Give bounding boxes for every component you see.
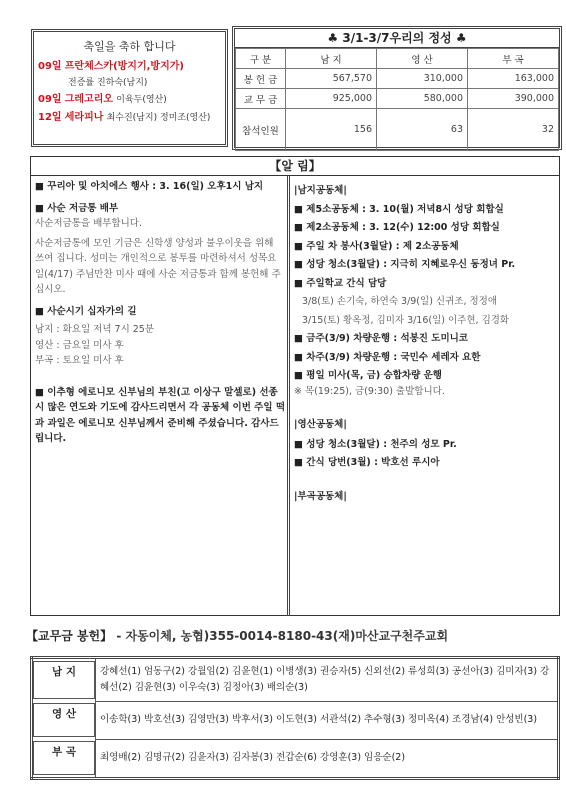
notice-item: ■ 간식 당번(3월) : 박호선 루시아 (294, 457, 440, 468)
feast-day-saint: 프란체스카(방지기,방지가) (64, 61, 184, 72)
tithe-account (26, 627, 566, 644)
feast-day-saint: 세라피나 (64, 112, 104, 123)
donor-group: 남 지 (33, 661, 95, 699)
offering-title: ♣ 3/1-3/7우리의 정성 ♣ (235, 29, 559, 48)
offering-value: 567,570 (286, 69, 377, 89)
offering-row-label: 봉 헌 금 (236, 69, 286, 89)
notice-item: ■ 이추형 에로니모 신부님의 부친(고 이상구 말셀로) 선종시 많은 연도와 기도에 감사드리면서 각 공동체 이번 주일 떡과 과일은 에로니모 신부님께서 준비해 주셨습니다. 감사드립니다. (35, 386, 286, 444)
notice-item: ■ 제2소공동체 : 3. 12(수) 12:00 성당 회합실 (294, 222, 500, 233)
offering-value: 32 (468, 109, 559, 151)
notice-divider (287, 176, 290, 616)
offering-table (235, 48, 559, 151)
table-row (32, 739, 559, 779)
donor-names: 이송학(3) 박호선(3) 김영만(3) 박후서(3) 이도현(3) 서관석(2) 추수형(3) 정미옥(4) 조경남(4) 안성빈(3) (96, 701, 559, 739)
notice-item: ■ 평일 미사(목, 금) 승합차량 운행 (294, 370, 442, 381)
table-row (32, 701, 559, 739)
notice-text: 사순저금통에 모인 기금은 신학생 양성과 불우이웃을 위해 쓰여 집니다. 성미는 개인적으로 봉투를 마련하셔서 성목요일(4/17) 주님만찬 미사 때에 사순 저금통과 함께 봉헌해 주십시오. (35, 237, 281, 295)
notice-title-text: 알 림 (281, 159, 309, 173)
offering-header: 부 곡 (468, 49, 559, 69)
offering-value: 390,000 (468, 89, 559, 109)
offering-row (236, 109, 559, 151)
donor-group: 영 산 (33, 703, 95, 737)
feast-day-line (38, 109, 221, 127)
feast-day-names: 전증률 진하숙(남지) (68, 78, 148, 88)
offering-value: 156 (286, 109, 377, 151)
offering-value: 925,000 (286, 89, 377, 109)
donor-table (30, 656, 560, 780)
notice-left-column (35, 179, 285, 447)
notice-text: 3/15(토) 황옥정, 김미자 3/16(일) 이주현, 김경화 (302, 314, 510, 326)
donor-names: 강혜선(1) 엄동구(2) 강월임(2) 김윤현(1) 이병생(3) 권승자(5) 신외선(2) 류성희(3) 공선아(3) 김미자(3) 강혜선(2) 김윤현(3) 이우숙(3) 김정아(3) 배의순(3) (96, 658, 559, 702)
offering-header: 영 산 (377, 49, 468, 69)
notice-section (30, 156, 560, 616)
notice-item: ■ 제5소공동체 : 3. 10(월) 저녁8시 성당 회합실 (294, 203, 504, 215)
notice-item: ■ 사순 저금통 배부 (35, 202, 119, 214)
feast-day-line (38, 91, 221, 109)
notice-text: 영산 : 금요일 미사 후 (35, 339, 124, 351)
offering-row-label: 교 무 금 (236, 89, 286, 109)
notice-text: 부곡 : 토요일 미사 후 (35, 355, 124, 366)
notice-right-column (294, 179, 556, 504)
donor-names: 최영배(2) 김명규(2) 김윤자(3) 김자봉(3) 전갑순(6) 강영훈(3) 임응순(2) (96, 739, 559, 779)
feast-day-names: 이육두(영산) (116, 95, 167, 105)
notice-item: ■ 사순시기 십자가의 길 (35, 305, 137, 317)
feast-day-names: 최수진(남지) 정미조(영산) (106, 113, 211, 123)
feast-day-box (31, 29, 228, 147)
feast-day-title: 축일을 축하 합니다 (83, 40, 176, 53)
notice-text: 사순저금통을 배부합니다. (35, 218, 142, 229)
feast-day-date: 09일 (38, 94, 62, 105)
offering-value: 63 (377, 109, 468, 151)
feast-day-saint: 그레고리오 (64, 94, 114, 105)
community-heading: |영산공동체| (294, 419, 347, 430)
offering-row (236, 69, 559, 89)
offering-header-row (236, 49, 559, 69)
notice-item: ■ 성당 청소(3월달) : 천주의 성모 Pr. (294, 438, 457, 450)
notice-item: ■ 성당 청소(3월달) : 지극히 지혜로우신 동정녀 Pr. (294, 259, 516, 270)
notice-title-bracket: 】 (308, 159, 321, 173)
table-row (32, 658, 559, 702)
notice-item: ■ 주일 차 봉사(3월달) : 제 2소공동체 (294, 240, 459, 252)
offering-header: 남 지 (286, 49, 377, 69)
notice-title-bracket: 【 (269, 159, 282, 173)
community-heading: |부곡공동체| (294, 490, 347, 502)
community-heading: |남지공동체| (294, 185, 347, 196)
donor-group: 부 곡 (33, 741, 95, 775)
offering-value: 163,000 (468, 69, 559, 89)
notice-text: 남지 : 화요일 저녁 7시 25분 (35, 324, 155, 335)
offering-summary (232, 26, 562, 150)
feast-day-line (38, 58, 221, 75)
notice-item: ■ 차주(3/9) 차량운행 : 국민수 세레자 요한 (294, 351, 481, 363)
feast-day-date: 09일 (38, 61, 62, 72)
notice-item: ■ 꾸리아 및 아치에스 행사 : 3. 16(일) 오후1시 남지 (35, 181, 264, 192)
notice-title (31, 157, 559, 176)
offering-row (236, 89, 559, 109)
notice-text: 3/8(토) 손기숙, 하연숙 3/9(일) 신귀조, 정정애 (302, 296, 498, 307)
feast-day-date: 12일 (38, 112, 62, 123)
offering-value: 580,000 (377, 89, 468, 109)
notice-text: ※ 목(19:25), 금(9:30) 출발합니다. (294, 385, 445, 397)
offering-header: 구 분 (236, 49, 286, 69)
notice-item: ■ 주일학교 간식 담당 (294, 277, 387, 289)
tithe-account-text: - 자동이체, 농협)355-0014-8180-43(재)마산교구천주교회 (116, 629, 449, 643)
notice-item: ■ 금주(3/9) 차량운행 : 석봉진 도미니코 (294, 333, 468, 344)
offering-row-label: 참석인원 (236, 109, 286, 151)
tithe-account-label: 【교무금 봉헌】 (26, 629, 113, 643)
offering-value: 310,000 (377, 69, 468, 89)
